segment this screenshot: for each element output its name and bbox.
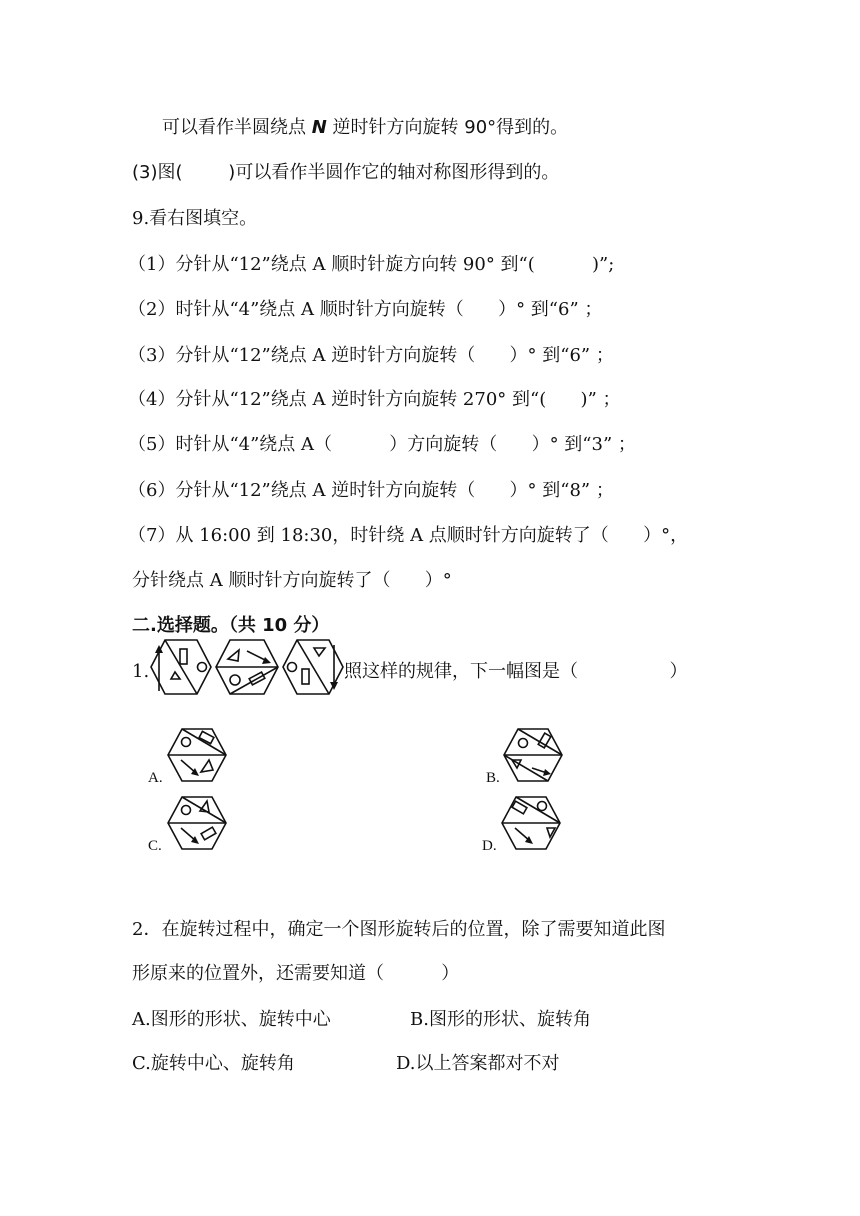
q8-line2: (3)图( )可以看作半圆作它的轴对称图形得到的。 — [132, 162, 560, 183]
c2-line2: 形原来的位置外，还需要知道（ ） — [132, 963, 460, 984]
q9-item-5: （5）时针从“4”绕点 A（ ）方向旋转（ ）° 到“3” ； — [128, 434, 636, 455]
q8-line1-post: 逆时针方向旋转 90°得到的。 — [326, 117, 569, 138]
q9-item-1: （1）分针从“12”绕点 A 顺时针旋方向转 90° 到“( )”; — [128, 254, 615, 275]
q9-item-2: （2）时针从“4”绕点 A 顺时针方向旋转（ ）° 到“6” ； — [128, 299, 603, 320]
q9-item-6: （6）分针从“12”绕点 A 逆时针方向旋转（ ）° 到“8” ； — [128, 480, 614, 501]
c1-number: 1. — [132, 661, 150, 682]
q9-item-4: （4）分针从“12”绕点 A 逆时针方向旋转 270° 到“( )” ； — [128, 389, 621, 410]
c2-line1: 2．在旋转过程中，确定一个图形旋转后的位置，除了需要知道此图 — [132, 919, 666, 940]
point-n-label: N — [311, 117, 327, 138]
option-d-label: D. — [482, 838, 497, 854]
c2-option-c: C.旋转中心、旋转角 — [132, 1053, 295, 1074]
option-a-hexagon — [167, 728, 227, 782]
sequence-hexagon-2 — [215, 639, 279, 695]
option-a-label: A. — [148, 770, 163, 786]
q9-item-7-cont: 分针绕点 A 顺时针方向旋转了（ ）° — [132, 570, 452, 591]
option-b-label: B. — [486, 770, 500, 786]
option-c-hexagon — [167, 796, 227, 850]
c1-question-text: 照这样的规律，下一幅图是（ ） — [344, 661, 688, 682]
option-b-hexagon — [503, 728, 563, 782]
q9-item-7: （7）从 16:00 到 18:30，时针绕 A 点顺时针方向旋转了（ ）°， — [128, 525, 689, 546]
c2-option-a: A.图形的形状、旋转中心 — [132, 1009, 331, 1030]
option-c-label: C. — [148, 838, 162, 854]
c2-option-d: D.以上答案都对不对 — [396, 1053, 560, 1074]
q9-item-3: （3）分针从“12”绕点 A 逆时针方向旋转（ ）° 到“6” ； — [128, 345, 614, 366]
q9-title: 9.看右图填空。 — [132, 208, 258, 229]
option-d-hexagon — [501, 796, 561, 850]
q8-line1 — [162, 116, 568, 140]
q8-line1-pre: 可以看作半圆绕点 — [162, 117, 312, 138]
sequence-hexagon-3 — [282, 639, 344, 695]
section2-heading: 二.选择题。（共 10 分） — [132, 615, 330, 636]
sequence-hexagon-1 — [150, 639, 212, 695]
c2-option-b: B.图形的形状、旋转角 — [410, 1009, 591, 1030]
